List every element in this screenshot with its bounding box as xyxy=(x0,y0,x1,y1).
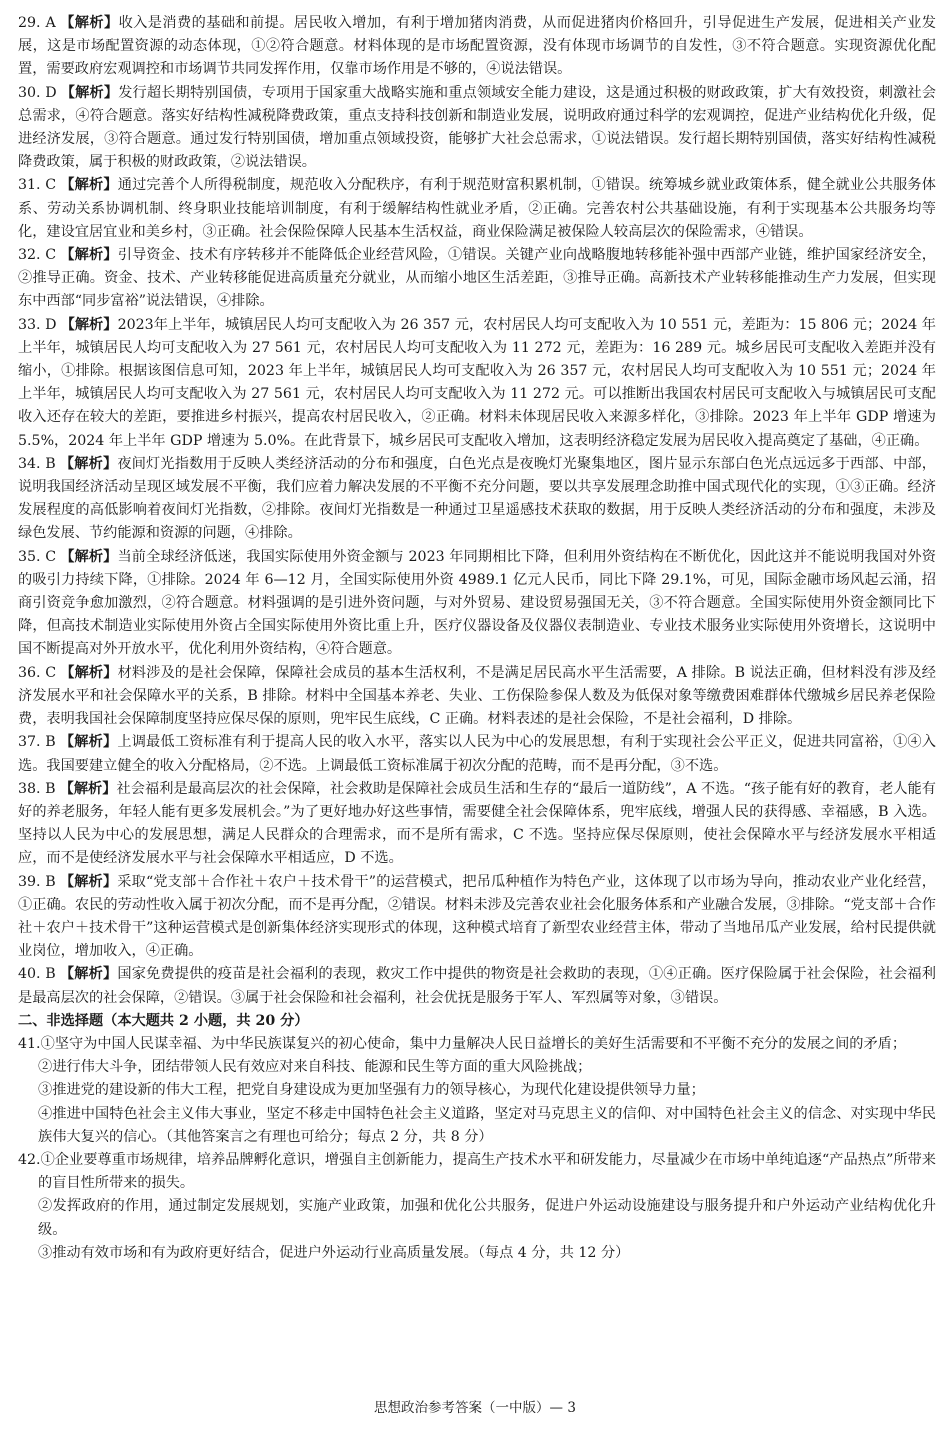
question-42-item: ②发挥政府的作用，通过制定发展规划，实施产业政策，加强和优化公共服务，促进户外运动设施建设与服务提升和户外运动产业结构优化升级。 xyxy=(38,1198,936,1238)
analysis-tag: 【解析】 xyxy=(60,247,118,264)
question-41 xyxy=(18,1033,936,1149)
answer-number: 36. C xyxy=(18,664,57,681)
answer-text: 夜间灯光指数用于反映人类经济活动的分布和强度，白色光点是夜晚灯光聚集地区，图片显示东部白色光点远远多于西部、中部，说明我国经济活动呈现区域发展不平衡，我们应着力解决发展的不平衡不充分问题，要以共享发展理念助推中国式现代化的实现，①③正确。经济发展程度的高低影响着夜间灯光指数，②排除。夜间灯光指数是一种通过卫星遥感技术获取的数据，用于反映人类经济活动的分布和强度，未涉及绿色发展、节约能源和资源的问题，④排除。 xyxy=(18,455,936,542)
question-41-item: ④推进中国特色社会主义伟大事业，坚定不移走中国特色社会主义道路，坚定对马克思主义的信仰、对中国特色社会主义的信念、对实现中华民族伟大复兴的信心。（其他答案言之有理也可给分；每点 2 分，共 8 分） xyxy=(38,1105,936,1145)
answer-item xyxy=(18,174,936,244)
answer-number: 35. C xyxy=(18,548,57,565)
answer-text: 2023年上半年，城镇居民人均可支配收入为 26 357 元，农村居民人均可支配收入为 10 551 元，差距为：15 806 元；2024 年上半年，城镇居民人均可支配收入为 27 561 元，农村居民人均可支配收入为 11 272 元，差距为：16 289 元。城乡居民可支配收入差距并没有缩小，①排除。根据该图信息可知，2023 年上半年，城镇居民人均可支配收入为 26 357 元，农村居民人均可支配收入为 10 551 元；2024 年上半年，城镇居民人均可支配收入为 27 561 元，农村居民人均可支配收入为 11 272 元。可以推断出我国农村居民可支配收入与城镇居民可支配收入还存在较大的差距，要推进乡村振兴，提高农村居民收入，②正确。材料未体现居民收入来源多样化，③排除。2023 年上半年 GDP 增速为 5.5%，2024 年上半年 GDP 增速为 5.0%。在此背景下，城乡居民可支配收入增加，这表明经济稳定发展为居民收入提高奠定了基础，④正确。 xyxy=(18,316,936,449)
answer-text: 上调最低工资标准有利于提高人民的收入水平，落实以人民为中心的发展思想，有利于实现社会公平正义，促进共同富裕，①④入选。我国要建立健全的收入分配格局，②不选。上调最低工资标准属于初次分配的范畴，而不是再分配，③不选。 xyxy=(18,734,936,774)
answer-item xyxy=(18,963,936,1009)
answer-text: 当前全球经济低迷，我国实际使用外资金额与 2023 年同期相比下降，但利用外资结构在不断优化，因此这并不能说明我国对外资的吸引力持续下降，①排除。2024 年 6—12 月，全国实际使用外资 4989.1 亿元人民币，同比下降 29.1%，可见，国际金融市场风起云涌，招商引资竞争愈加激烈，②符合题意。材料强调的是引进外资问题，与对外贸易、建设贸易强国无关，③不符合题意。全国实际使用外资金额同比下降，但高技术制造业实际使用外资占全国实际使用外资比重上升，医疗仪器设备及仪器仪表制造业、专业技术服务业实际使用外资增长，这说明中国不断提高对外开放水平，优化利用外资结构，④符合题意。 xyxy=(18,548,936,658)
analysis-tag: 【解析】 xyxy=(60,316,118,333)
section-title: 二、非选择题（本大题共 2 小题，共 20 分） xyxy=(18,1012,309,1029)
analysis-tag: 【解析】 xyxy=(59,15,119,31)
question-41-item: ①坚守为中国人民谋幸福、为中华民族谋复兴的初心使命，集中力量解决人民日益增长的美好生活需要和不平衡不充分的发展之间的矛盾； xyxy=(40,1035,907,1052)
analysis-tag: 【解析】 xyxy=(59,734,118,751)
question-42 xyxy=(18,1149,936,1265)
answer-text: 收入是消费的基础和前提。居民收入增加，有利于增加猪肉消费，从而促进猪肉价格回升，引导促进生产发展，促进相关产业发展，这是市场配置资源的动态体现，①②符合题意。材料体现的是市场配置资源，没有体现市场调节的自发性，③不符合题意。实现资源优化配置，需要政府宏观调控和市场调节共同发挥作用，仅靠市场作用是不够的，④说法错误。 xyxy=(18,15,936,78)
answer-text: 引导资金、技术有序转移并不能降低企业经营风险，①错误。关键产业向战略腹地转移能补强中西部产业链，维护国家经济安全，②推导正确。资金、技术、产业转移能促进高质量充分就业，从而缩小地区生活差距，③推导正确。高新技术产业转移能推动生产力发展，但实现东中西部“同步富裕”说法错误，④排除。 xyxy=(18,247,936,310)
analysis-tag: 【解析】 xyxy=(59,780,117,797)
analysis-tag: 【解析】 xyxy=(60,664,118,681)
answer-number: 32. C xyxy=(18,247,57,264)
answer-page xyxy=(18,12,936,1265)
answer-text: 通过完善个人所得税制度，规范收入分配秩序，有利于规范财富积累机制，①错误。统筹城乡就业政策体系，健全就业公共服务体系、劳动关系协调机制、终身职业技能培训制度，有利于缓解结构性就业矛盾，②正确。完善农村公共基础设施，有利于实现基本公共服务均等化，建设宜居宜业和美乡村，③正确。社会保险保障人民基本生活权益，商业保险满足被保险人较高层次的保险需求，④错误。 xyxy=(18,177,936,240)
analysis-tag: 【解析】 xyxy=(59,873,118,890)
answer-item xyxy=(18,871,936,964)
page-footer: 思想政治参考答案（一中版）— 3 xyxy=(374,1400,576,1416)
question-42-number: 42. xyxy=(18,1151,41,1168)
answer-number: 33. D xyxy=(18,316,57,333)
answer-text: 材料涉及的是社会保障，保障社会成员的基本生活权利，不是满足居民高水平生活需要，A 排除。B 说法正确，但材料没有涉及经济发展水平和社会保障水平的关系，B 排除。材料中全国基本养老、失业、工伤保险参保人数及为低保对象等缴费困难群体代缴城乡居民养老保险费，表明我国社会保障制度坚持应保尽保的原则，兜牢民生底线，C 正确。材料表述的是社会保险，不是社会福利，D 排除。 xyxy=(18,664,936,728)
analysis-tag: 【解析】 xyxy=(60,548,118,565)
answer-item xyxy=(18,731,936,777)
answer-number: 34. B xyxy=(18,455,56,472)
answer-number: 30. D xyxy=(18,84,57,101)
answer-number: 37. B xyxy=(18,734,56,751)
question-42-item: ③推动有效市场和有为政府更好结合，促进户外运动行业高质量发展。（每点 4 分，共 12 分） xyxy=(38,1244,630,1261)
answer-item xyxy=(18,662,936,732)
analysis-tag: 【解析】 xyxy=(59,966,118,983)
answer-item xyxy=(18,453,936,546)
answer-number: 40. B xyxy=(18,966,56,983)
answer-item xyxy=(18,82,936,175)
answer-list xyxy=(18,12,936,1010)
question-42-first xyxy=(18,1149,936,1195)
answer-number: 29. A xyxy=(18,15,56,31)
analysis-tag: 【解析】 xyxy=(60,84,119,101)
answer-item xyxy=(18,314,936,453)
answer-text: 国家免费提供的疫苗是社会福利的表现，救灾工作中提供的物资是社会救助的表现，①④正确。医疗保险属于社会保险，社会福利是最高层次的社会保障，②错误。③属于社会保险和社会福利，社会优抚是服务于军人、军烈属等对象，③错误。 xyxy=(18,966,936,1006)
question-41-item: ③推进党的建设新的伟大工程，把党自身建设成为更加坚强有力的领导核心，为现代化建设提供领导力量； xyxy=(38,1082,705,1099)
answer-item xyxy=(18,546,936,662)
answer-number: 31. C xyxy=(18,177,57,194)
question-41-first xyxy=(18,1033,936,1056)
answer-number: 39. B xyxy=(18,873,56,890)
answer-text: 发行超长期特别国债，专项用于国家重大战略实施和重点领域安全能力建设，这是通过积极的财政政策，扩大有效投资，刺激社会总需求，④符合题意。落实好结构性减税降费政策，重点支持科技创新和制造业发展，说明政府通过科学的宏观调控，促进产业结构优化升级，促进经济发展，③符合题意。通过发行特别国债，增加重点领域投资，能够扩大社会总需求，①说法错误。发行超长期特别国债，落实好结构性减税降费政策，属于积极的财政政策，②说法错误。 xyxy=(18,84,936,171)
question-41-number: 41. xyxy=(18,1035,41,1052)
answer-number: 38. B xyxy=(18,780,56,797)
analysis-tag: 【解析】 xyxy=(59,455,118,472)
answer-item xyxy=(18,12,936,82)
answer-item xyxy=(18,778,936,871)
question-42-item: ①企业要尊重市场规律，培养品牌孵化意识，增强自主创新能力，提高生产技术水平和研发能力，尽量减少在市场中单纯追逐“产品热点”所带来的盲目性所带来的损失。 xyxy=(38,1151,936,1192)
answer-item xyxy=(18,244,936,314)
question-41-item: ②进行伟大斗争，团结带领人民有效应对来自科技、能源和民生等方面的重大风险挑战； xyxy=(38,1059,592,1076)
answer-text: 采取“党支部＋合作社＋农户＋技术骨干”的运营模式，把吊瓜种植作为特色产业，这体现了以市场为导向，推动农业产业化经营，①正确。农民的劳动性收入属于初次分配，而不是再分配，②错误。材料未涉及完善农业社会化服务体系和产业融合发展，③排除。“党支部＋合作社＋农户＋技术骨干”这种运营模式是创新集体经济实现形式的体现，这种模式培育了新型农业经营主体，带动了当地吊瓜产业发展，给村民提供就业岗位，增加收入，④正确。 xyxy=(18,873,936,960)
analysis-tag: 【解析】 xyxy=(60,177,118,194)
answer-text: 社会福利是最高层次的社会保障，社会救助是保障社会成员生活和生存的“最后一道防线”，A 不选。“孩子能有好的教育，老人能有好的养老服务，年轻人能有更多发展机会。”为了更好地办好这些事情，需要健全社会保障体系，兜牢底线，增强人民的获得感、幸福感，B 入选。坚持以人民为中心的发展思想，满足人民群众的合理需求，而不是所有需求，C 不选。坚持应保尽保原则，使社会保障水平与经济发展水平相适应，而不是使经济发展水平与社会保障水平相适应，D 不选。 xyxy=(18,780,936,867)
